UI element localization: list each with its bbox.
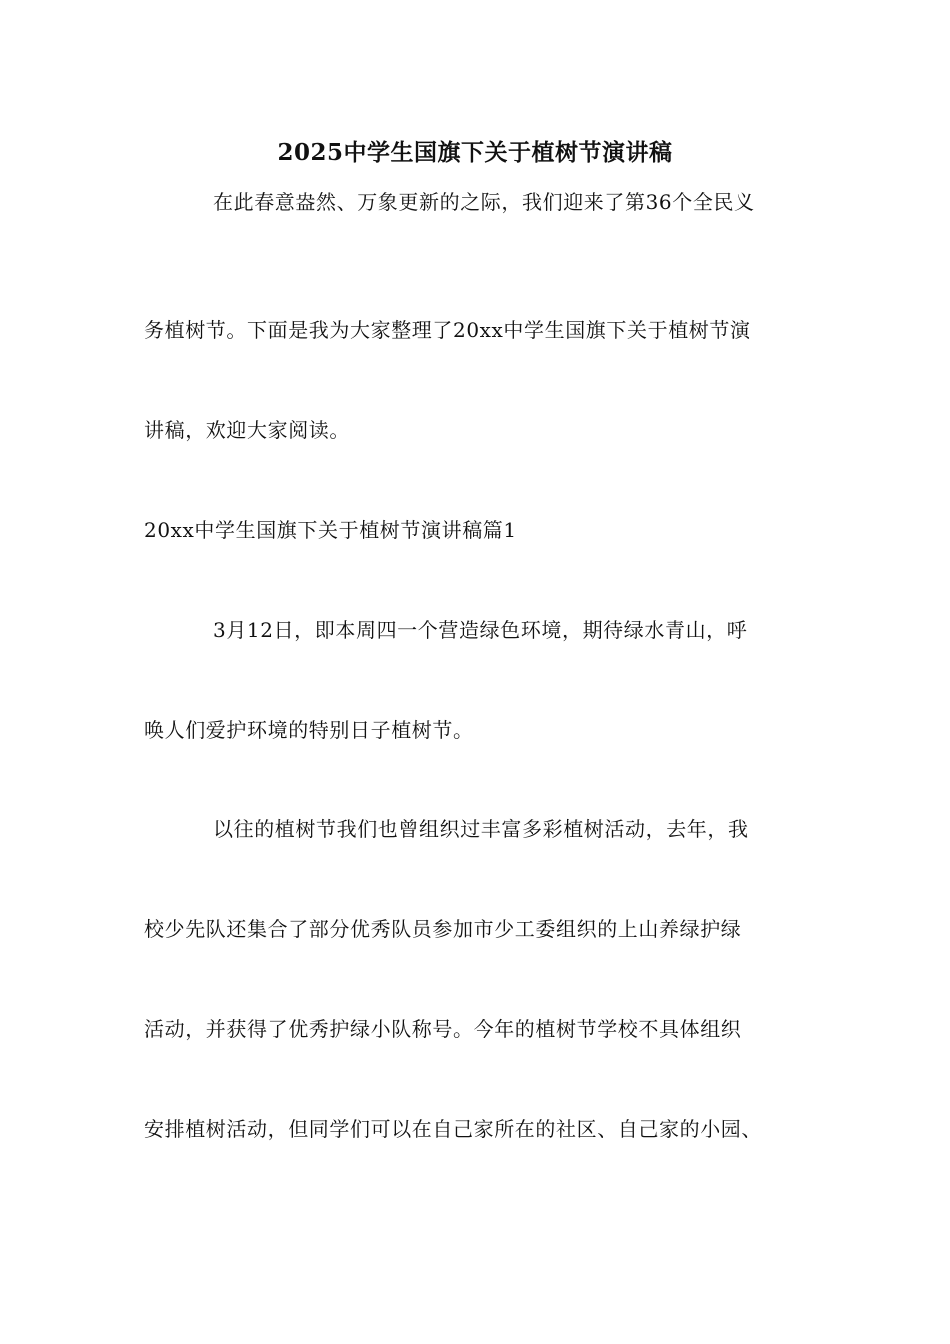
document-title: 2025中学生国旗下关于植树节演讲稿 [277, 139, 673, 166]
paragraph-line: 唤人们爱护环境的特别日子植树节。 [144, 718, 474, 742]
paragraph-line: 校少先队还集合了部分优秀队员参加市少工委组织的上山养绿护绿 [144, 917, 742, 941]
section-heading: 20xx中学生国旗下关于植树节演讲稿篇1 [144, 518, 517, 542]
paragraph-line: 讲稿，欢迎大家阅读。 [144, 418, 350, 442]
paragraph-line: 务植树节。下面是我为大家整理了20xx中学生国旗下关于植树节演 [144, 318, 751, 342]
paragraph-line: 活动，并获得了优秀护绿小队称号。今年的植树节学校不具体组织 [144, 1017, 742, 1041]
paragraph-line: 以往的植树节我们也曾组织过丰富多彩植树活动，去年，我 [213, 817, 749, 841]
paragraph-line: 3月12日，即本周四一个营造绿色环境，期待绿水青山，呼 [213, 618, 748, 642]
paragraph-line: 在此春意盎然、万象更新的之际，我们迎来了第36个全民义 [213, 190, 755, 214]
paragraph-line: 安排植树活动，但同学们可以在自己家所在的社区、自己家的小园、 [144, 1117, 762, 1141]
